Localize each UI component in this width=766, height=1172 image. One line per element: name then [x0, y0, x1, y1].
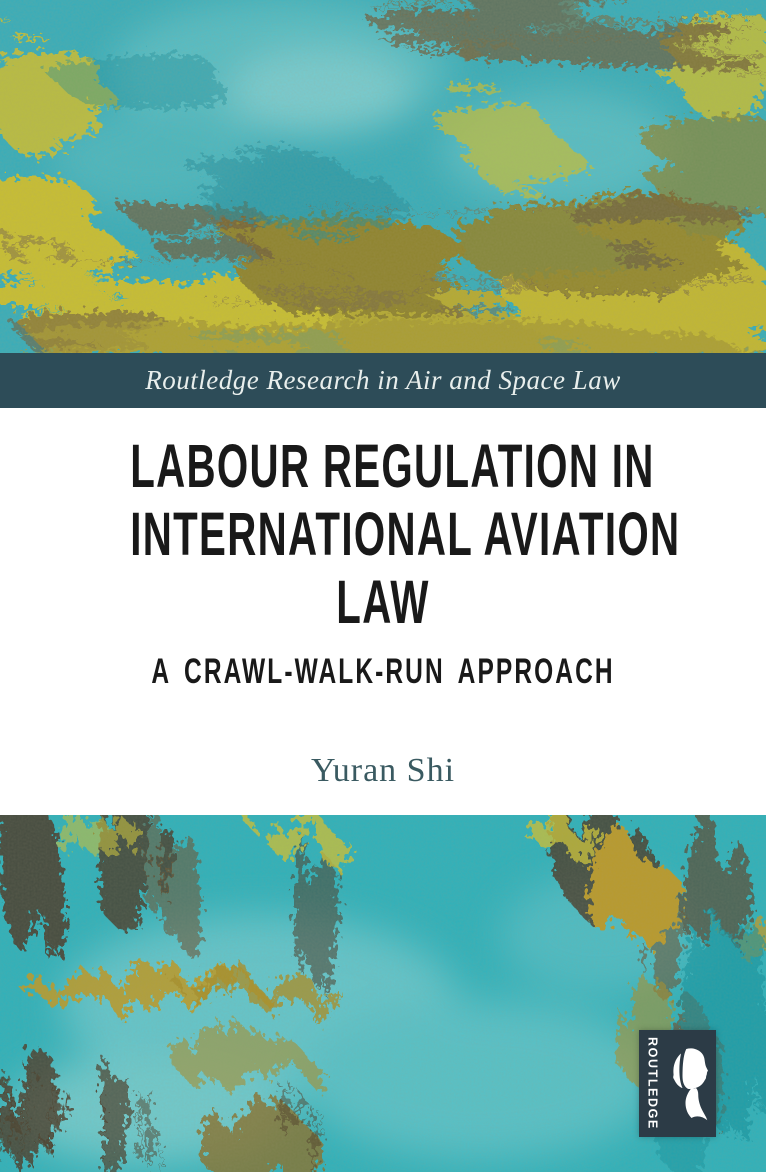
book-title-line-3: LAW	[336, 568, 430, 636]
book-title-line-1: LABOUR REGULATION IN	[130, 432, 655, 500]
title-block	[0, 408, 766, 815]
routledge-head-icon	[669, 1037, 711, 1130]
cover-art-bottom	[0, 815, 766, 1172]
series-banner	[0, 353, 766, 408]
book-subtitle: A CRAWL-WALK-RUN APPROACH	[151, 652, 615, 691]
routledge-logo-text: ROUTLEDGE	[645, 1037, 660, 1130]
book-title	[130, 432, 681, 636]
series-title: Routledge Research in Air and Space Law	[145, 365, 621, 395]
cover-art-top	[0, 0, 766, 353]
top-texture-art	[0, 0, 766, 353]
book-title-line-2: INTERNATIONAL AVIATION	[130, 500, 681, 568]
author-name: Yuran Shi	[310, 752, 456, 789]
routledge-logo	[639, 1030, 716, 1137]
